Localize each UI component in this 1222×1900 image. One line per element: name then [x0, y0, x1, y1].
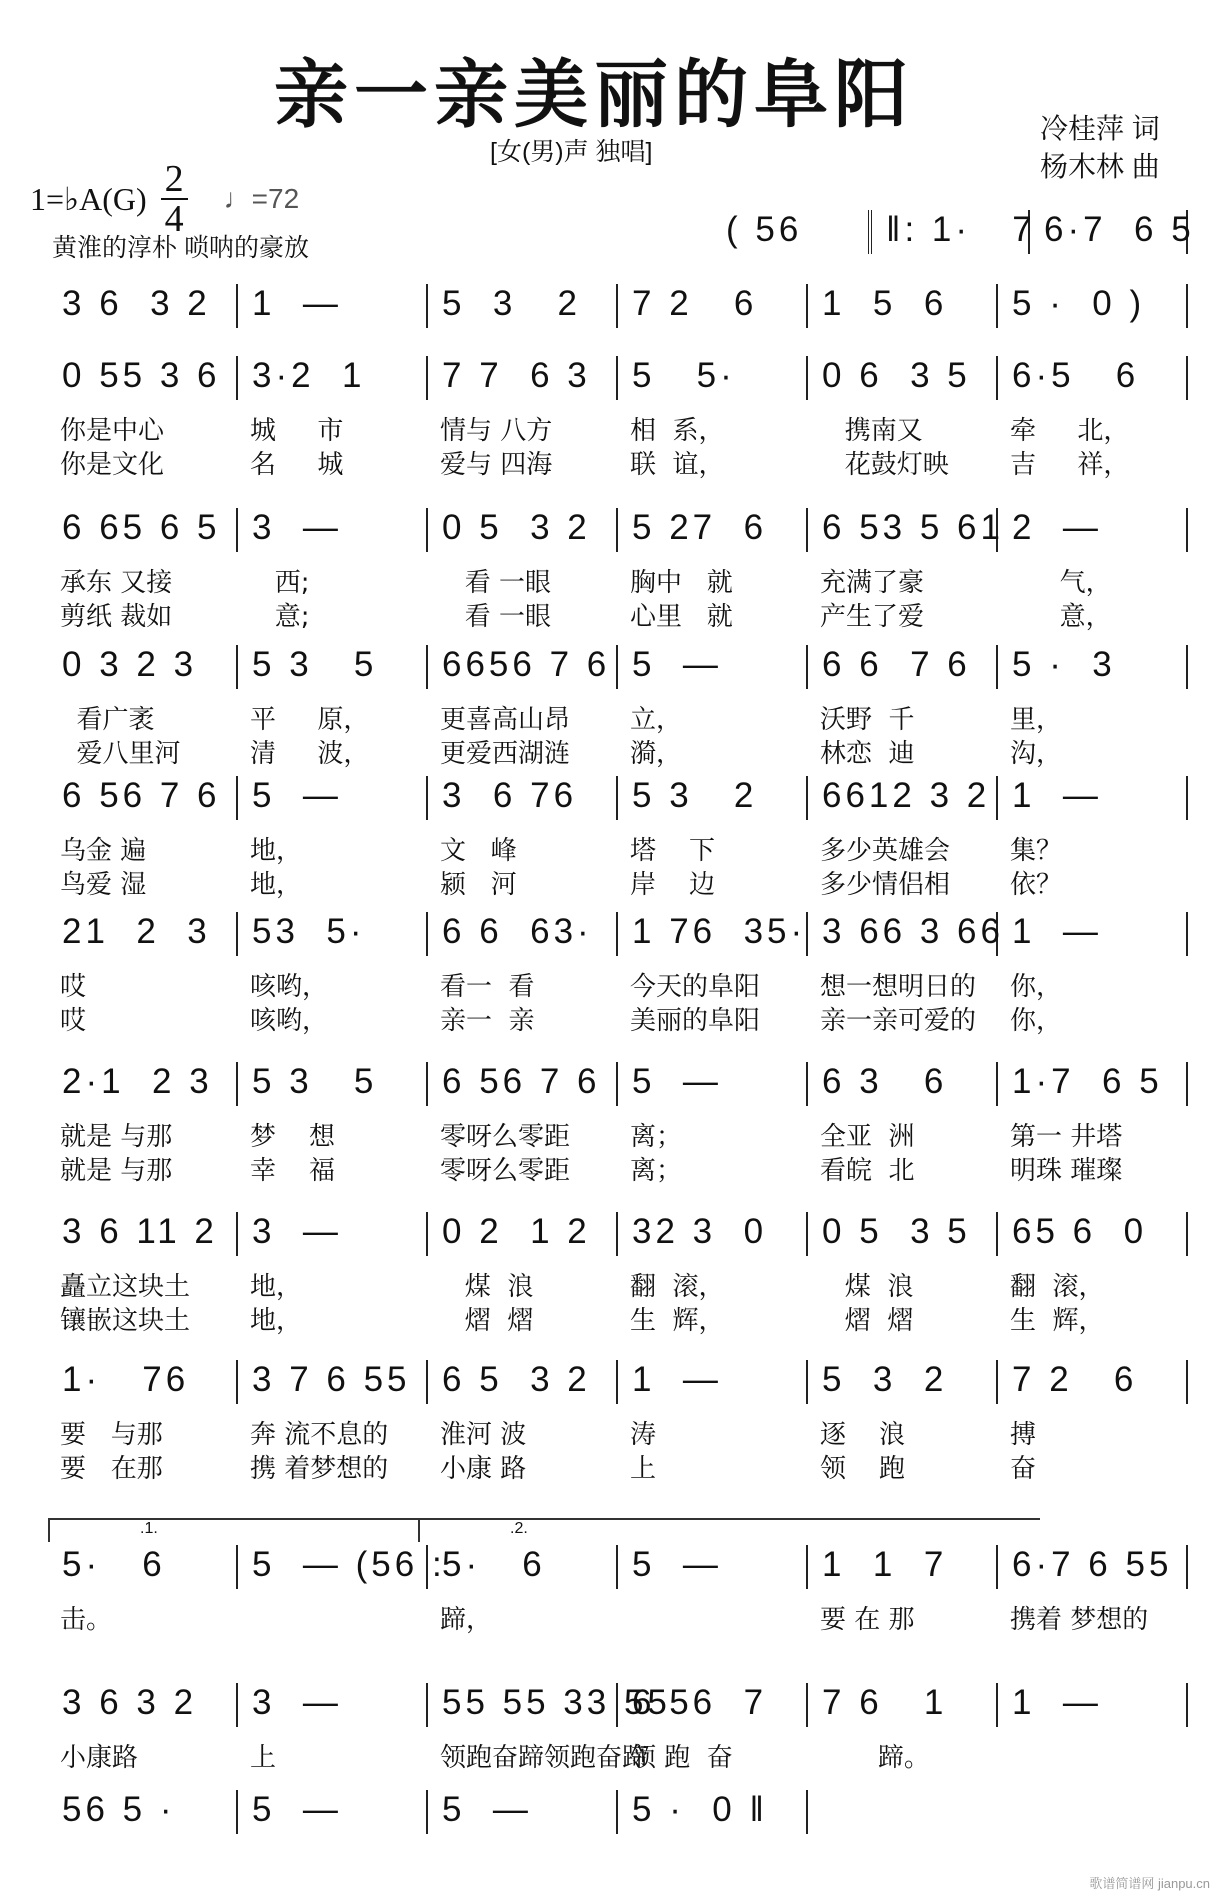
notes: 0 2 1 2 [442, 1212, 591, 1251]
measure [428, 1360, 618, 1484]
lyric-verse-2: 幸 福 [250, 1156, 336, 1186]
notes: 1·7 6 5 [1012, 1062, 1163, 1101]
notes: 1 — [252, 284, 342, 323]
measure [238, 1212, 428, 1336]
lyric-verse-1: 领 跑 奋 [630, 1743, 733, 1773]
measure [808, 912, 1004, 1036]
measure [48, 1790, 238, 1834]
lyric-verse-1: 翻 滚， [630, 1272, 725, 1302]
measure [618, 1212, 808, 1336]
notes: 7 2 6 [1012, 1360, 1138, 1399]
lyric-verse-1: 相 系， [630, 416, 725, 446]
measure [428, 1212, 618, 1336]
lyric-verse-2: 熠 熠 [440, 1306, 534, 1336]
lyric-verse-2: 零呀么零距 [440, 1156, 571, 1186]
measure [618, 1062, 808, 1186]
notes: 56 5 · [62, 1790, 176, 1829]
measure [428, 1062, 618, 1186]
measure [238, 1790, 428, 1834]
measure [998, 645, 1188, 769]
measure [872, 210, 1036, 254]
lyric-verse-1: 牵 北， [1010, 416, 1130, 446]
measure [428, 776, 618, 900]
time-top: 2 [161, 160, 188, 200]
lyric-verse-2: 离； [630, 1156, 683, 1186]
staff-line [48, 776, 1188, 900]
notes: 6612 3 2 [822, 776, 991, 815]
measure [238, 284, 428, 328]
staff-line [48, 1545, 1188, 1635]
lyric-verse-2: 名 城 [250, 450, 344, 480]
measure [808, 645, 998, 769]
measure [48, 1545, 238, 1635]
lyric-verse-2: 哎 [60, 1006, 87, 1036]
notes: ( 56 [726, 210, 803, 249]
measure [998, 912, 1188, 1036]
lyric-verse-1: 多少英雄会 [820, 836, 951, 866]
notes: 5 — [442, 1790, 532, 1829]
credits [1040, 110, 1160, 186]
lyric-verse-2: 就是 与那 [60, 1156, 173, 1186]
lyric-verse-1: 蹄， [440, 1605, 493, 1635]
lyric-verse-2: 携 着梦想的 [250, 1454, 389, 1484]
lyric-verse-1: 领跑奋蹄领跑奋蹄 [440, 1743, 649, 1773]
composer: 杨木林 曲 [1040, 151, 1160, 182]
staff-line [48, 508, 1188, 632]
notes: 3·2 1 [252, 356, 366, 395]
lyric-verse-1: 煤 浪 [440, 1272, 534, 1302]
lyric-verse-2: 林恋 迪 [820, 739, 915, 769]
notes: 6 56 7 [632, 1683, 768, 1722]
lyric-verse-1: 乌金 遍 [60, 836, 147, 866]
measure [428, 645, 618, 769]
lyric-verse-1: 蹄。 [820, 1743, 930, 1773]
staff-line [48, 1790, 808, 1834]
lyric-verse-1: 平 原， [250, 705, 370, 735]
lyric-verse-1: 奔 流不息的 [250, 1420, 389, 1450]
lyric-verse-2: 要 在那 [60, 1454, 163, 1484]
notes: 6 65 6 5 [62, 508, 221, 547]
notes: 5 · 3 [1012, 645, 1116, 684]
measure [998, 1212, 1188, 1336]
lyric-verse-1: 文 峰 [440, 836, 517, 866]
measure [618, 1545, 808, 1589]
lyric-verse-2: 花鼓灯映 [820, 450, 949, 480]
lyric-verse-1: 第一 井塔 [1010, 1122, 1123, 1152]
notes: 1 — [632, 1360, 722, 1399]
notes: 5 — [252, 1790, 342, 1829]
lyric-verse-1: 矗立这块土 [60, 1272, 191, 1302]
notes: 6·7 6 55 [1012, 1545, 1173, 1584]
lyric-verse-2: 漪， [630, 739, 683, 769]
measure [48, 284, 238, 328]
notes: 5 3 5 [252, 645, 378, 684]
measure [48, 776, 238, 900]
key-signature [30, 160, 299, 238]
volta-1: .1. [48, 1518, 680, 1542]
watermark: 歌谱简谱网 jianpu.cn [1089, 1876, 1210, 1891]
time-bottom: 4 [164, 198, 184, 240]
staff-line [48, 912, 1188, 1036]
lyric-verse-2: 意， [1010, 602, 1112, 632]
notes: 5· 6 [442, 1545, 546, 1584]
lyric-verse-1: 今天的阜阳 [630, 972, 761, 1002]
performance-note: [女(男)声 独唱] [490, 138, 653, 166]
measure [998, 508, 1188, 632]
lyric-verse-1: 全亚 洲 [820, 1122, 915, 1152]
measure [428, 356, 618, 480]
notes: 6 53 5 61 [822, 508, 1004, 547]
notes: 6 6 63· [442, 912, 593, 951]
lyric-verse-1: 地， [250, 836, 303, 866]
measure [808, 1062, 998, 1186]
lyric-verse-1: 气， [1010, 568, 1112, 598]
measure [712, 210, 872, 254]
notes: 3 6 3 2 [62, 284, 211, 323]
notes: 7 6 1 [822, 1683, 948, 1722]
lyric-verse-2: 熠 熠 [820, 1306, 914, 1336]
notes: 5 · 0 ‖ [632, 1790, 768, 1829]
notes: 3 7 6 55 [252, 1360, 411, 1399]
notes: 1 — [1012, 776, 1102, 815]
notes: 1 — [1012, 912, 1102, 951]
notes: 55 55 33 55 [442, 1683, 671, 1722]
lyric-verse-1: 携着 梦想的 [1010, 1605, 1149, 1635]
lyric-verse-2: 剪纸 裁如 [60, 602, 173, 632]
measure [998, 284, 1188, 328]
notes: 3 6 3 2 [62, 1683, 198, 1722]
lyric-verse-1: 承东 又接 [60, 568, 173, 598]
notes: 6·7 6 5 [1044, 210, 1195, 249]
notes: 0 5 3 2 [442, 508, 591, 547]
measure [238, 1360, 428, 1484]
notes: 2 — [1012, 508, 1102, 547]
notes: 1 1 7 [822, 1545, 948, 1584]
lyric-verse-1: 里， [1010, 705, 1063, 735]
lyric-verse-2: 联 谊， [630, 450, 725, 480]
staff-line [48, 1212, 1188, 1336]
staff-line [48, 645, 1188, 769]
measure [808, 1683, 998, 1773]
tempo: ♩=72 [223, 183, 300, 214]
measure [428, 912, 618, 1036]
notes: 5 5· [632, 356, 736, 395]
measure [238, 1545, 446, 1589]
notes: 2·1 2 3 [62, 1062, 213, 1101]
notes: 6 56 7 6 [62, 776, 221, 815]
notes: 1 76 35· [632, 912, 807, 951]
lyric-verse-2: 你是文化 [60, 450, 165, 480]
lyric-verse-1: 逐 浪 [820, 1420, 906, 1450]
notes: 3 — [252, 1683, 342, 1722]
lyric-verse-2: 清 波， [250, 739, 370, 769]
measure [618, 508, 808, 632]
notes: 5 3 2 [632, 776, 758, 815]
notes: 3 — [252, 508, 342, 547]
lyric-verse-2: 生 辉， [630, 1306, 725, 1336]
notes: 53 5· [252, 912, 366, 951]
lyric-verse-2: 产生了爱 [820, 602, 925, 632]
lyric-verse-2: 奋 [1010, 1454, 1037, 1484]
staff-line [48, 356, 1188, 480]
measure [238, 356, 428, 480]
notes: 7 2 6 [632, 284, 758, 323]
notes: 1 — [1012, 1683, 1102, 1722]
measure [618, 1683, 808, 1773]
lyric-verse-1: 零呀么零距 [440, 1122, 571, 1152]
lyric-verse-2: 依？ [1010, 870, 1063, 900]
notes: 5 · 0 ) [1012, 284, 1146, 323]
lyric-verse-2: 美丽的阜阳 [630, 1006, 761, 1036]
notes: 6 5 3 2 [442, 1360, 591, 1399]
lyric-verse-1: 就是 与那 [60, 1122, 173, 1152]
measure [1030, 210, 1195, 254]
notes: 5 3 5 [252, 1062, 378, 1101]
measure [998, 776, 1188, 900]
notes: 5 — [632, 1545, 722, 1584]
time-signature [161, 160, 188, 238]
notes: 3 6 11 2 [62, 1212, 218, 1251]
measure [238, 776, 428, 900]
measure [238, 1683, 428, 1773]
lyric-verse-2: 心里 就 [630, 602, 733, 632]
key: 1=♭A(G) [30, 181, 147, 217]
lyric-verse-2: 小康 路 [440, 1454, 527, 1484]
lyric-verse-2: 意; [250, 602, 310, 632]
lyric-verse-2: 上 [630, 1454, 657, 1484]
lyric-verse-1: 看 一眼 [440, 568, 552, 598]
measure [808, 508, 1004, 632]
notes: 5 — (56 : [252, 1545, 446, 1584]
measure [428, 1545, 618, 1635]
notes: 0 3 2 3 [62, 645, 198, 684]
notes: 3 66 3 66 [822, 912, 1004, 951]
measure [808, 1212, 998, 1336]
lyric-verse-1: 看一 看 [440, 972, 535, 1002]
lyric-verse-2: 爱与 四海 [440, 450, 553, 480]
measure [48, 645, 238, 769]
measure [808, 284, 998, 328]
measure [618, 912, 808, 1036]
lyric-verse-1: 梦 想 [250, 1122, 336, 1152]
lyric-verse-2: 爱八里河 [60, 739, 181, 769]
lyric-verse-2: 地， [250, 870, 303, 900]
notes: 65 6 0 [1012, 1212, 1148, 1251]
lyric-verse-1: 情与 八方 [440, 416, 553, 446]
lyric-verse-2: 看皖 北 [820, 1156, 915, 1186]
notes: 6·5 6 [1012, 356, 1140, 395]
measure [808, 776, 998, 900]
measure [48, 1212, 238, 1336]
lyric-verse-1: 煤 浪 [820, 1272, 914, 1302]
volta-2-bracket: .2. [418, 1518, 1040, 1542]
measure [48, 508, 238, 632]
lyric-verse-1: 充满了豪 [820, 568, 925, 598]
measure [998, 1360, 1188, 1484]
measure [998, 356, 1188, 480]
lyric-verse-2: 领 跑 [820, 1454, 906, 1484]
measure [48, 1360, 238, 1484]
lyric-verse-1: 携南又 [820, 416, 923, 446]
measure [238, 645, 428, 769]
measure [48, 1683, 238, 1773]
lyric-verse-2: 亲一 亲 [440, 1006, 535, 1036]
staff-line [48, 1062, 1188, 1186]
lyric-verse-2: 亲一亲可爱的 [820, 1006, 977, 1036]
lyric-verse-1: 淮河 波 [440, 1420, 527, 1450]
lyric-verse-1: 更喜高山昂 [440, 705, 571, 735]
measure [48, 912, 238, 1036]
notes: 32 3 0 [632, 1212, 768, 1251]
notes: 0 5 3 5 [822, 1212, 971, 1251]
lyric-verse-1: 城 市 [250, 416, 344, 446]
notes: 7 7 6 3 [442, 356, 591, 395]
notes: 1· 76 [62, 1360, 190, 1399]
lyric-verse-1: 看广袤 [60, 705, 155, 735]
lyric-verse-2: 更爱西湖涟 [440, 739, 571, 769]
lyric-verse-1: 咳哟， [250, 972, 329, 1002]
notes: 5 — [252, 776, 342, 815]
lyric-verse-1: 要 与那 [60, 1420, 163, 1450]
staff-line [48, 1360, 1188, 1484]
lyric-verse-2: 沟， [1010, 739, 1063, 769]
lyric-verse-1: 你， [1010, 972, 1063, 1002]
notes: 5 3 2 [442, 284, 582, 323]
notes: 5 27 6 [632, 508, 768, 547]
lyric-verse-2: 颍 河 [440, 870, 517, 900]
measure [618, 284, 808, 328]
lyric-verse-1: 立， [630, 705, 683, 735]
lyric-verse-1: 小康路 [60, 1743, 139, 1773]
measure [618, 645, 808, 769]
lyric-verse-1: 离； [630, 1122, 683, 1152]
lyric-verse-2: 咳哟， [250, 1006, 329, 1036]
measure [428, 508, 618, 632]
measure [808, 1360, 998, 1484]
lyric-verse-1: 胸中 就 [630, 568, 733, 598]
measure [428, 284, 618, 328]
lyric-verse-1: 想一想明日的 [820, 972, 977, 1002]
lyricist: 冷桂萍 词 [1040, 113, 1160, 144]
notes: 6656 7 6 [442, 645, 611, 684]
measure [998, 1683, 1188, 1727]
lyric-verse-1: 地， [250, 1272, 303, 1302]
notes: 6 56 7 6 [442, 1062, 601, 1101]
notes: 5 3 2 [822, 1360, 948, 1399]
measure [428, 1790, 618, 1834]
notes: 5· 6 [62, 1545, 166, 1584]
notes: 6 6 7 6 [822, 645, 971, 684]
measure [238, 1062, 428, 1186]
lyric-verse-2: 明珠 璀璨 [1010, 1156, 1123, 1186]
lyric-verse-1: 上 [250, 1743, 277, 1773]
lyric-verse-1: 塔 下 [630, 836, 716, 866]
lyric-verse-2: 吉 祥， [1010, 450, 1130, 480]
measure [238, 508, 428, 632]
measure [48, 356, 238, 480]
measure [428, 1683, 671, 1773]
notes: 21 2 3 [62, 912, 211, 951]
lyric-verse-1: 西; [250, 568, 310, 598]
lyric-verse-1: 要 在 那 [820, 1605, 915, 1635]
measure [48, 1062, 238, 1186]
notes: 6 3 6 [822, 1062, 948, 1101]
lyric-verse-2: 多少情侣相 [820, 870, 951, 900]
intro-measures [712, 210, 1195, 254]
notes: 3 — [252, 1212, 342, 1251]
notes: 0 6 3 5 [822, 356, 971, 395]
lyric-verse-1: 搏 [1010, 1420, 1037, 1450]
measure [808, 356, 998, 480]
expression-mark: 黄淮的淳朴 唢呐的豪放 [52, 234, 309, 262]
lyric-verse-1: 翻 滚， [1010, 1272, 1105, 1302]
notes: 5 — [632, 1062, 722, 1101]
lyric-verse-2: 鸟爱 湿 [60, 870, 147, 900]
song-title: 亲一亲美丽的阜阳 [274, 52, 914, 138]
lyric-verse-2: 看 一眼 [440, 602, 552, 632]
lyric-verse-1: 哎 [60, 972, 87, 1002]
lyric-verse-2: 地， [250, 1306, 303, 1336]
lyric-verse-1: 击。 [60, 1605, 113, 1635]
lyric-verse-2: 你， [1010, 1006, 1063, 1036]
measure [238, 912, 428, 1036]
lyric-verse-1: 你是中心 [60, 416, 165, 446]
staff-line [48, 284, 1188, 328]
staff-line [48, 1683, 1188, 1773]
measure [618, 1360, 808, 1484]
notes: 0 55 3 6 [62, 356, 221, 395]
measure [808, 1545, 998, 1635]
lyric-verse-1: 涛 [630, 1420, 657, 1450]
notes: 3 6 76 [442, 776, 578, 815]
measure [998, 1062, 1188, 1186]
lyric-verse-2: 生 辉， [1010, 1306, 1105, 1336]
notes: 1 5 6 [822, 284, 948, 323]
measure [618, 776, 808, 900]
measure [618, 356, 808, 480]
measure [618, 1790, 808, 1834]
notes: 5 — [632, 645, 722, 684]
measure [998, 1545, 1188, 1635]
lyric-verse-2: 镶嵌这块土 [60, 1306, 191, 1336]
lyric-verse-1: 沃野 千 [820, 705, 915, 735]
lyric-verse-1: 集？ [1010, 836, 1063, 866]
notes: ‖: 1· 7 [886, 210, 1036, 249]
lyric-verse-2: 岸 边 [630, 870, 716, 900]
